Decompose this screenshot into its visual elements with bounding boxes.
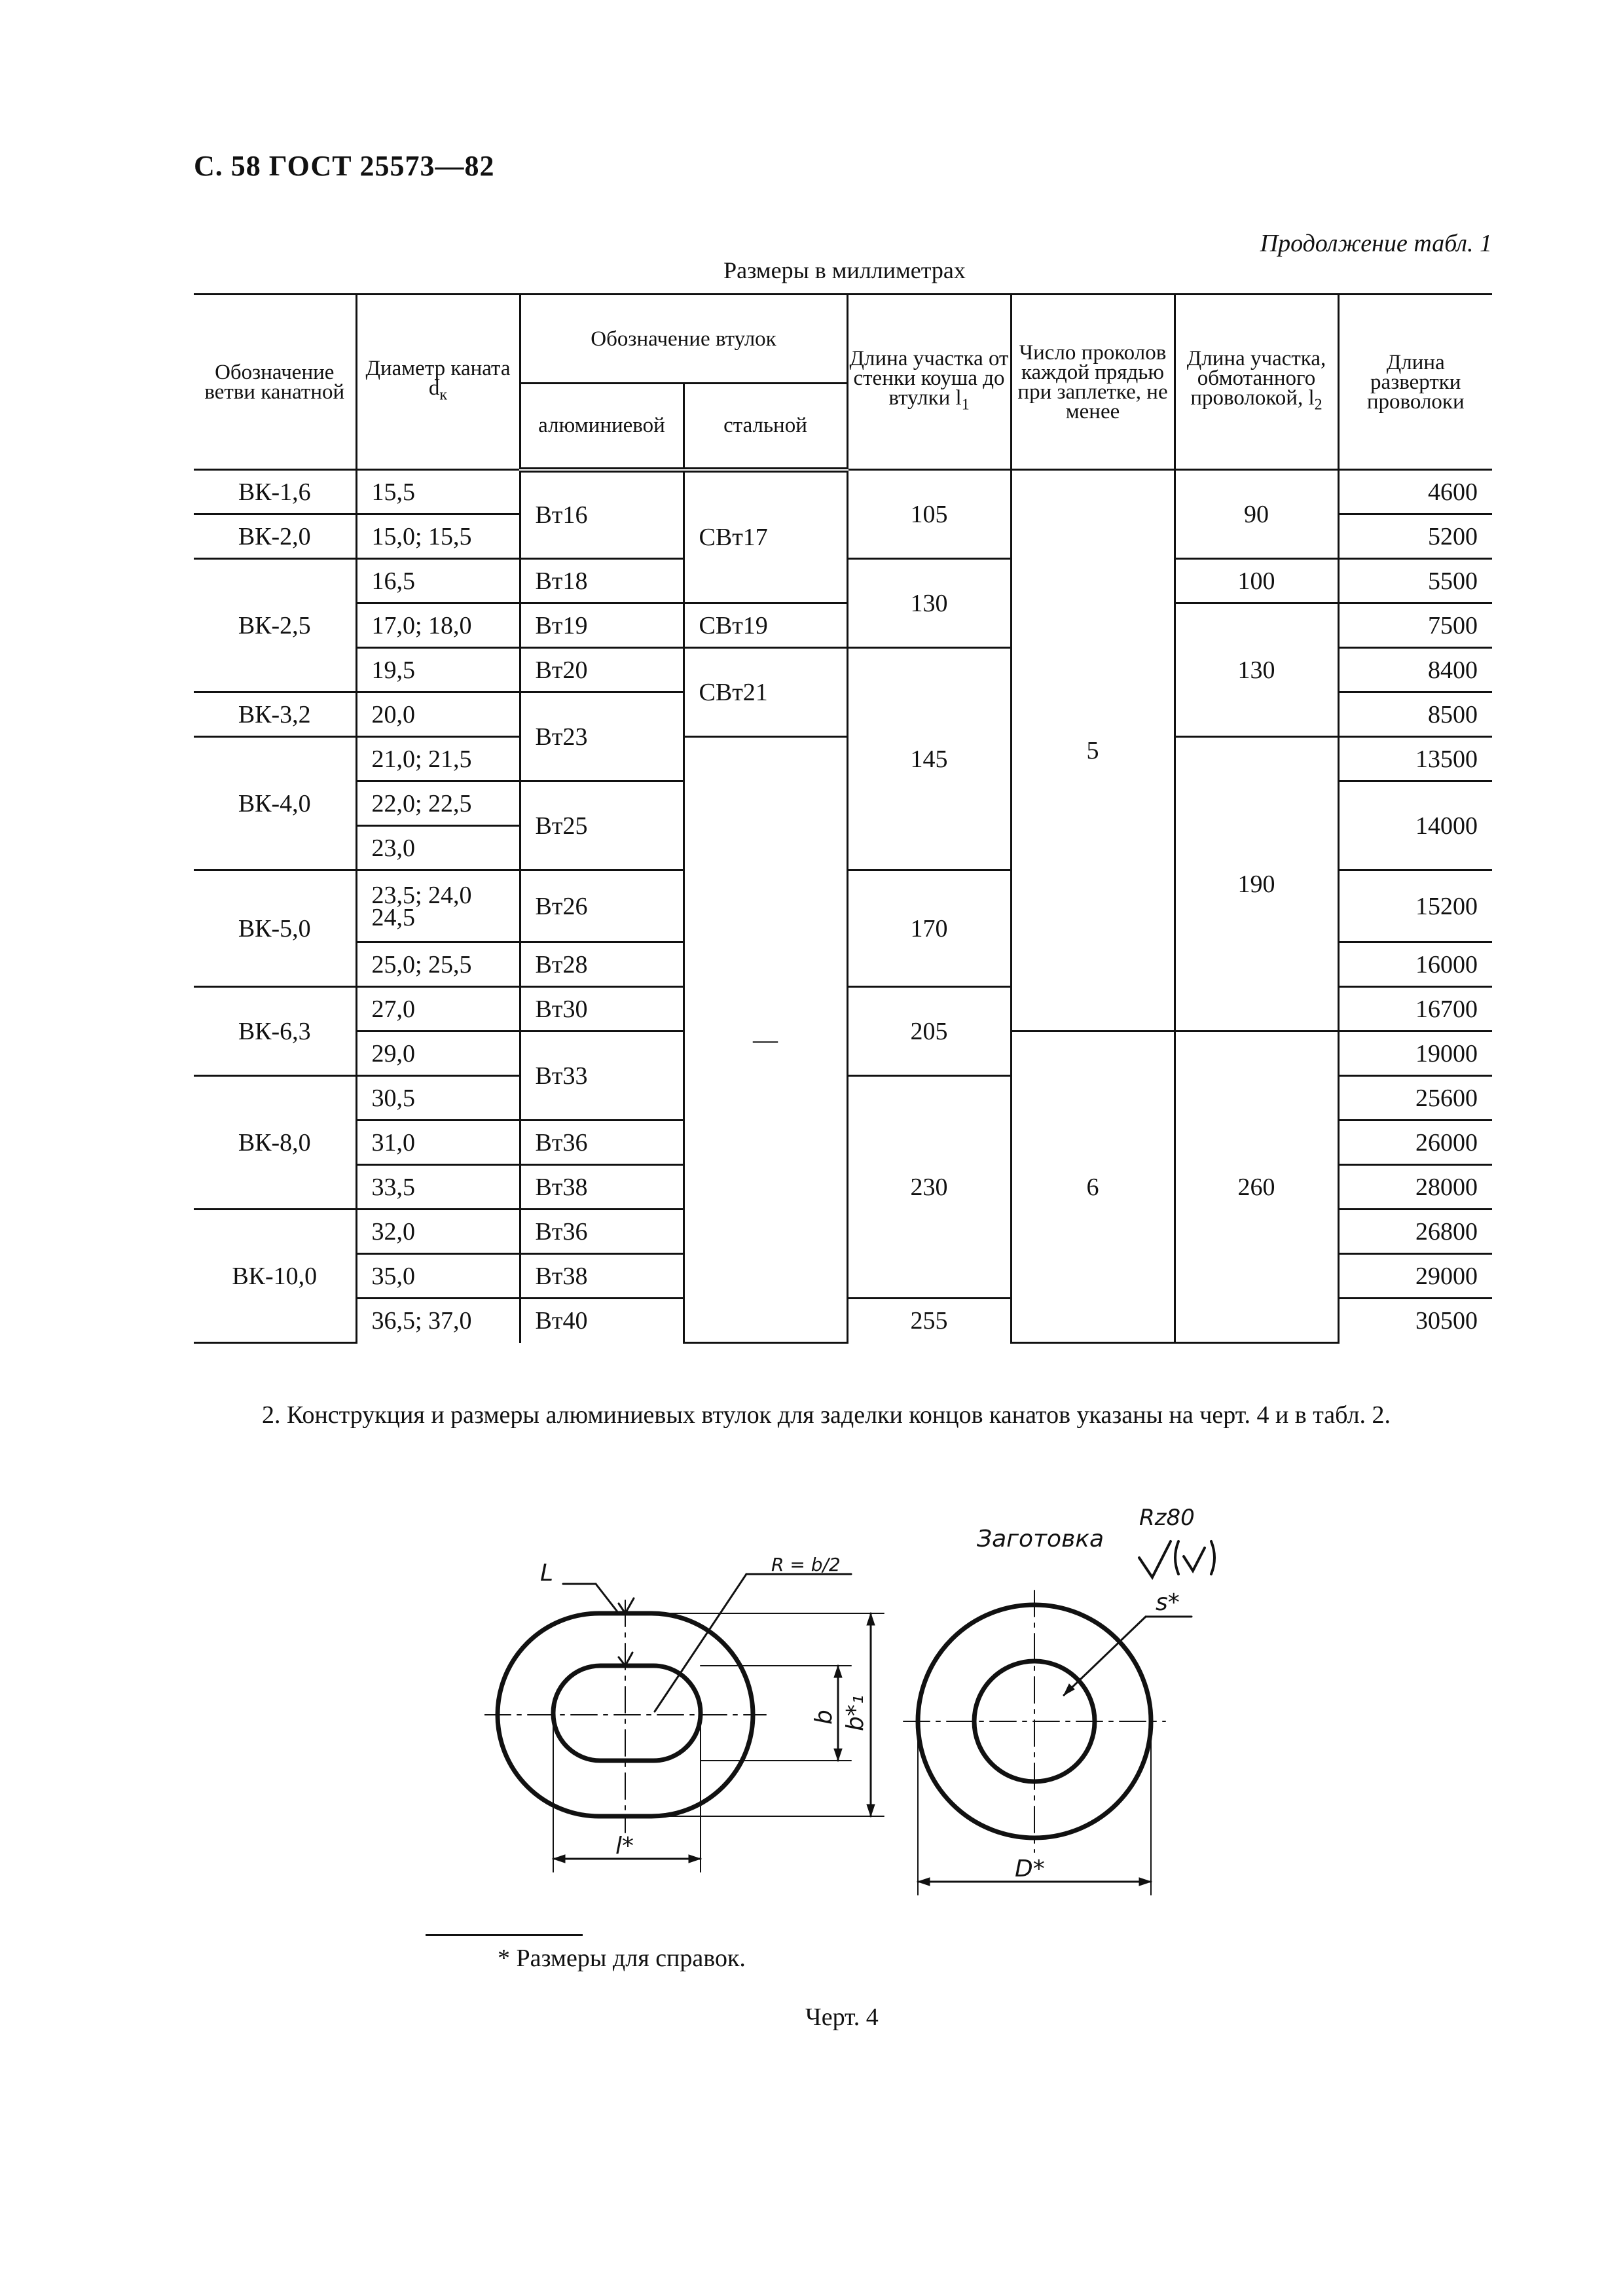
header-branch: Обозначение ветви канатной [194, 295, 356, 470]
figure-caption: Черт. 4 [805, 2003, 879, 2031]
unfold-cell: 26800 [1338, 1210, 1492, 1254]
label-blank: Заготовка [977, 1526, 1104, 1552]
length1-cell: 145 [847, 648, 1011, 870]
branch-cell: ВК-2,5 [194, 559, 356, 692]
label-s: s* [1156, 1589, 1180, 1616]
unfold-cell: 14000 [1338, 781, 1492, 870]
units-note: Размеры в миллиметрах [723, 257, 966, 283]
unfold-cell: 5500 [1338, 559, 1492, 603]
aluminum-cell: Вт40 [520, 1299, 684, 1343]
diameter-cell: 19,5 [356, 648, 520, 692]
unfold-cell: 8400 [1338, 648, 1492, 692]
roughness-symbol-icon [1139, 1541, 1171, 1577]
diameter-cell: 22,0; 22,5 [356, 781, 520, 826]
diameter-cell: 23,0 [356, 826, 520, 870]
punctures-cell: 5 [1011, 470, 1175, 1031]
footnote-rule [426, 1934, 583, 1936]
unfold-cell: 4600 [1338, 470, 1492, 514]
unfold-cell: 15200 [1338, 870, 1492, 942]
leader-L [596, 1584, 619, 1613]
diameter-cell: 30,5 [356, 1076, 520, 1121]
aluminum-cell: Вт30 [520, 987, 684, 1031]
unfold-cell: 28000 [1338, 1165, 1492, 1210]
aluminum-cell: Вт36 [520, 1121, 684, 1165]
diameter-cell: 31,0 [356, 1121, 520, 1165]
aluminum-cell: Вт18 [520, 559, 684, 603]
diameter-cell: 27,0 [356, 987, 520, 1031]
header-steel: стальной [684, 384, 847, 470]
label-R: R = b/2 [771, 1554, 841, 1575]
steel-cell: СВт21 [684, 648, 847, 737]
leader-R [655, 1574, 746, 1712]
diameter-cell: 33,5 [356, 1165, 520, 1210]
aluminum-cell: Вт20 [520, 648, 684, 692]
paragraph-2: 2. Конструкция и размеры алюминиевых втулок для заделки концов канатов указаны на черт. 4 и в табл. 2. [262, 1401, 1391, 1429]
unfold-cell: 25600 [1338, 1076, 1492, 1121]
diameter-cell: 16,5 [356, 559, 520, 603]
unfold-cell: 8500 [1338, 692, 1492, 737]
branch-cell: ВК-10,0 [194, 1210, 356, 1343]
aluminum-cell: Вт16 [520, 470, 684, 559]
length2-cell: 130 [1175, 603, 1338, 737]
unfold-cell: 7500 [1338, 603, 1492, 648]
diameter-cell: 32,0 [356, 1210, 520, 1254]
diameter-cell: 21,0; 21,5 [356, 737, 520, 781]
aluminum-cell: Вт33 [520, 1031, 684, 1121]
unfold-cell: 13500 [1338, 737, 1492, 781]
page-header: С. 58 ГОСТ 25573—82 [194, 150, 495, 182]
punctures-cell: 6 [1011, 1031, 1175, 1343]
table-row [194, 470, 1492, 514]
aluminum-cell: Вт23 [520, 692, 684, 781]
unfold-cell: 30500 [1338, 1299, 1492, 1343]
label-l: l* [615, 1833, 634, 1859]
label-b1: b*₁ [842, 1695, 869, 1731]
label-b: b [811, 1710, 837, 1725]
length1-cell: 130 [847, 559, 1011, 648]
branch-cell: ВК-6,3 [194, 987, 356, 1076]
aluminum-cell: Вт38 [520, 1165, 684, 1210]
length1-cell: 205 [847, 987, 1011, 1076]
branch-cell: ВК-2,0 [194, 514, 356, 559]
branch-cell: ВК-4,0 [194, 737, 356, 870]
diameter-cell: 23,5; 24,0 24,5 [356, 870, 520, 942]
unfold-cell: 29000 [1338, 1254, 1492, 1299]
header-length1: Длина участка от стенки коуша до втулки $l_1$ [847, 295, 1011, 470]
length2-cell: 260 [1175, 1031, 1338, 1343]
length1-cell: 105 [847, 470, 1011, 559]
unfold-cell: 5200 [1338, 514, 1492, 559]
header-punctures: Число проколов каждой прядью при заплетке, не менее [1011, 295, 1175, 470]
unfold-cell: 16700 [1338, 987, 1492, 1031]
steel-cell: СВт19 [684, 603, 847, 648]
header-length2: Длина участка, обмотанного проволокой, $l_2$ [1175, 295, 1338, 470]
steel-cell: — [684, 737, 847, 1343]
length2-cell: 90 [1175, 470, 1338, 559]
diameter-cell: 36,5; 37,0 [356, 1299, 520, 1343]
aluminum-cell: Вт36 [520, 1210, 684, 1254]
roughness-paren-icon [1175, 1541, 1214, 1574]
label-L: L [540, 1560, 554, 1587]
diameter-cell: 25,0; 25,5 [356, 942, 520, 987]
header-unfold: Длина развертки проволоки [1338, 295, 1492, 470]
length1-cell: 170 [847, 870, 1011, 987]
footnote: * Размеры для справок. [498, 1945, 746, 1972]
diameter-cell: 29,0 [356, 1031, 520, 1076]
diameter-cell: 15,0; 15,5 [356, 514, 520, 559]
unfold-cell: 16000 [1338, 942, 1492, 987]
diameter-cell: 35,0 [356, 1254, 520, 1299]
steel-cell: СВт17 [684, 470, 847, 603]
aluminum-cell: Вт19 [520, 603, 684, 648]
rope-branch-table [194, 293, 1492, 1344]
aluminum-cell: Вт28 [520, 942, 684, 987]
branch-cell: ВК-8,0 [194, 1076, 356, 1210]
branch-cell: ВК-5,0 [194, 870, 356, 987]
branch-cell: ВК-1,6 [194, 470, 356, 514]
unfold-cell: 26000 [1338, 1121, 1492, 1165]
aluminum-cell: Вт38 [520, 1254, 684, 1299]
sleeve-drawing [484, 1486, 1270, 1918]
aluminum-cell: Вт25 [520, 781, 684, 870]
diameter-cell: 20,0 [356, 692, 520, 737]
length1-cell: 230 [847, 1076, 1011, 1299]
aluminum-cell: Вт26 [520, 870, 684, 942]
table-row [194, 603, 1492, 648]
header-diameter: Диаметр каната $d_к$ [356, 295, 520, 470]
label-rz: Rz80 [1139, 1505, 1195, 1531]
diameter-cell: 15,5 [356, 470, 520, 514]
table-continuation-label: Продолжение табл. 1 [1260, 230, 1492, 257]
length1-cell: 255 [847, 1299, 1011, 1343]
diameter-cell: 17,0; 18,0 [356, 603, 520, 648]
header-aluminum: алюминиевой [520, 384, 684, 470]
label-D: D* [1015, 1856, 1045, 1882]
length2-cell: 190 [1175, 737, 1338, 1031]
inner-oval [553, 1666, 701, 1761]
branch-cell: ВК-3,2 [194, 692, 356, 737]
table-row [194, 737, 1492, 781]
header-sleeves: Обозначение втулок [520, 295, 847, 384]
length2-cell: 100 [1175, 559, 1338, 603]
unfold-cell: 19000 [1338, 1031, 1492, 1076]
